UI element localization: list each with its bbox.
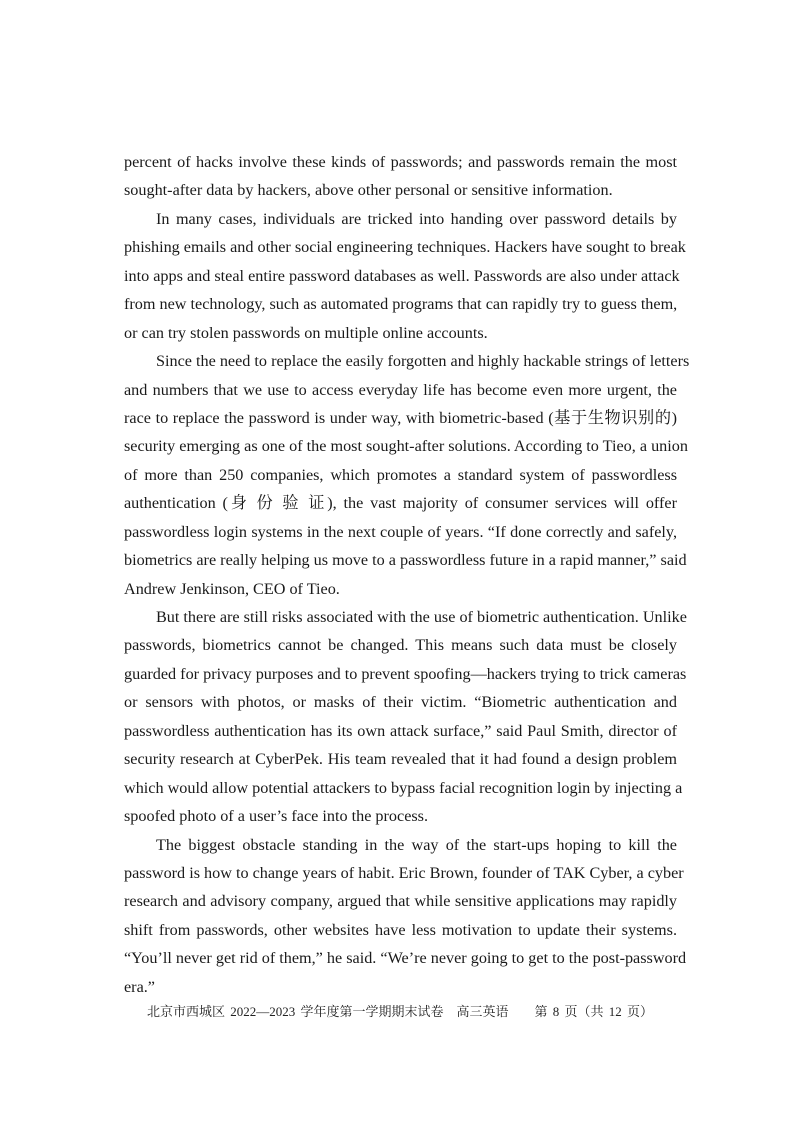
text-line: which would allow potential attackers to bypass facial recognition login by injecting a bbox=[124, 778, 683, 797]
text-line: era.” bbox=[124, 977, 155, 996]
paragraph bbox=[124, 347, 690, 603]
text-line: phishing emails and other social engineering techniques. Hackers have sought to break bbox=[124, 238, 686, 257]
text-line: But there are still risks associated with the use of biometric authentication. Unlike bbox=[156, 608, 687, 626]
text-line: into apps and steal entire password databases as well. Passwords are also under attack bbox=[124, 266, 680, 285]
text-line: The biggest obstacle standing in the way of the start-ups hoping to kill the bbox=[156, 835, 677, 854]
text-line: passwordless login systems in the next couple of years. “If done correctly and safely, bbox=[124, 522, 677, 541]
page-footer: 北京市西城区 2022—2023 学年度第一学期期末试卷 高三英语 第 8 页（共 12 页） bbox=[146, 1004, 653, 1019]
text-line: security research at CyberPek. His team revealed that it had found a design problem bbox=[124, 750, 677, 769]
article-body bbox=[124, 148, 690, 1001]
paragraph bbox=[124, 603, 687, 831]
text-line: spoofed photo of a user’s face into the process. bbox=[124, 807, 429, 826]
text-line: of more than 250 companies, which promotes a standard system of passwordless bbox=[124, 465, 677, 484]
text-line: security emerging as one of the most sought-after solutions. According to Tieo, a union bbox=[124, 437, 688, 456]
paragraph bbox=[124, 148, 677, 205]
text-line: Andrew Jenkinson, CEO of Tieo. bbox=[124, 579, 340, 598]
text-line: shift from passwords, other websites have less motivation to update their systems. bbox=[124, 920, 677, 939]
text-line: research and advisory company, argued that while sensitive applications may rapidly bbox=[124, 892, 677, 911]
text-line: sought-after data by hackers, above other personal or sensitive information. bbox=[124, 181, 613, 200]
text-line: authentication (身 份 验 证), the vast majority of consumer services will offer bbox=[124, 494, 677, 513]
text-line: and numbers that we use to access everyday life has become even more urgent, the bbox=[124, 380, 677, 399]
text-line: guarded for privacy purposes and to prevent spoofing—hackers trying to trick cameras bbox=[124, 664, 687, 683]
paragraph bbox=[124, 831, 687, 1002]
text-line: In many cases, individuals are tricked into handing over password details by bbox=[156, 209, 677, 228]
text-line: “You’ll never get rid of them,” he said. “We’re never going to get to the post-password bbox=[124, 949, 687, 968]
text-line: passwordless authentication has its own attack surface,” said Paul Smith, director of bbox=[124, 721, 677, 740]
text-line: Since the need to replace the easily forgotten and highly hackable strings of letters bbox=[156, 352, 690, 371]
text-line: race to replace the password is under way, with biometric-based (基于生物识别的) bbox=[124, 408, 677, 427]
text-line: from new technology, such as automated programs that can rapidly try to guess them, bbox=[124, 295, 678, 314]
text-line: passwords, biometrics cannot be changed. This means such data must be closely bbox=[124, 636, 677, 655]
text-line: biometrics are really helping us move to a passwordless future in a rapid manner,” said bbox=[124, 551, 687, 570]
text-line: password is how to change years of habit. Eric Brown, founder of TAK Cyber, a cyber bbox=[124, 863, 684, 882]
text-line: percent of hacks involve these kinds of passwords; and passwords remain the most bbox=[124, 153, 677, 171]
text-line: or sensors with photos, or masks of their victim. “Biometric authentication and bbox=[124, 693, 677, 712]
text-line: or can try stolen passwords on multiple online accounts. bbox=[124, 323, 488, 342]
paragraph bbox=[124, 205, 686, 347]
